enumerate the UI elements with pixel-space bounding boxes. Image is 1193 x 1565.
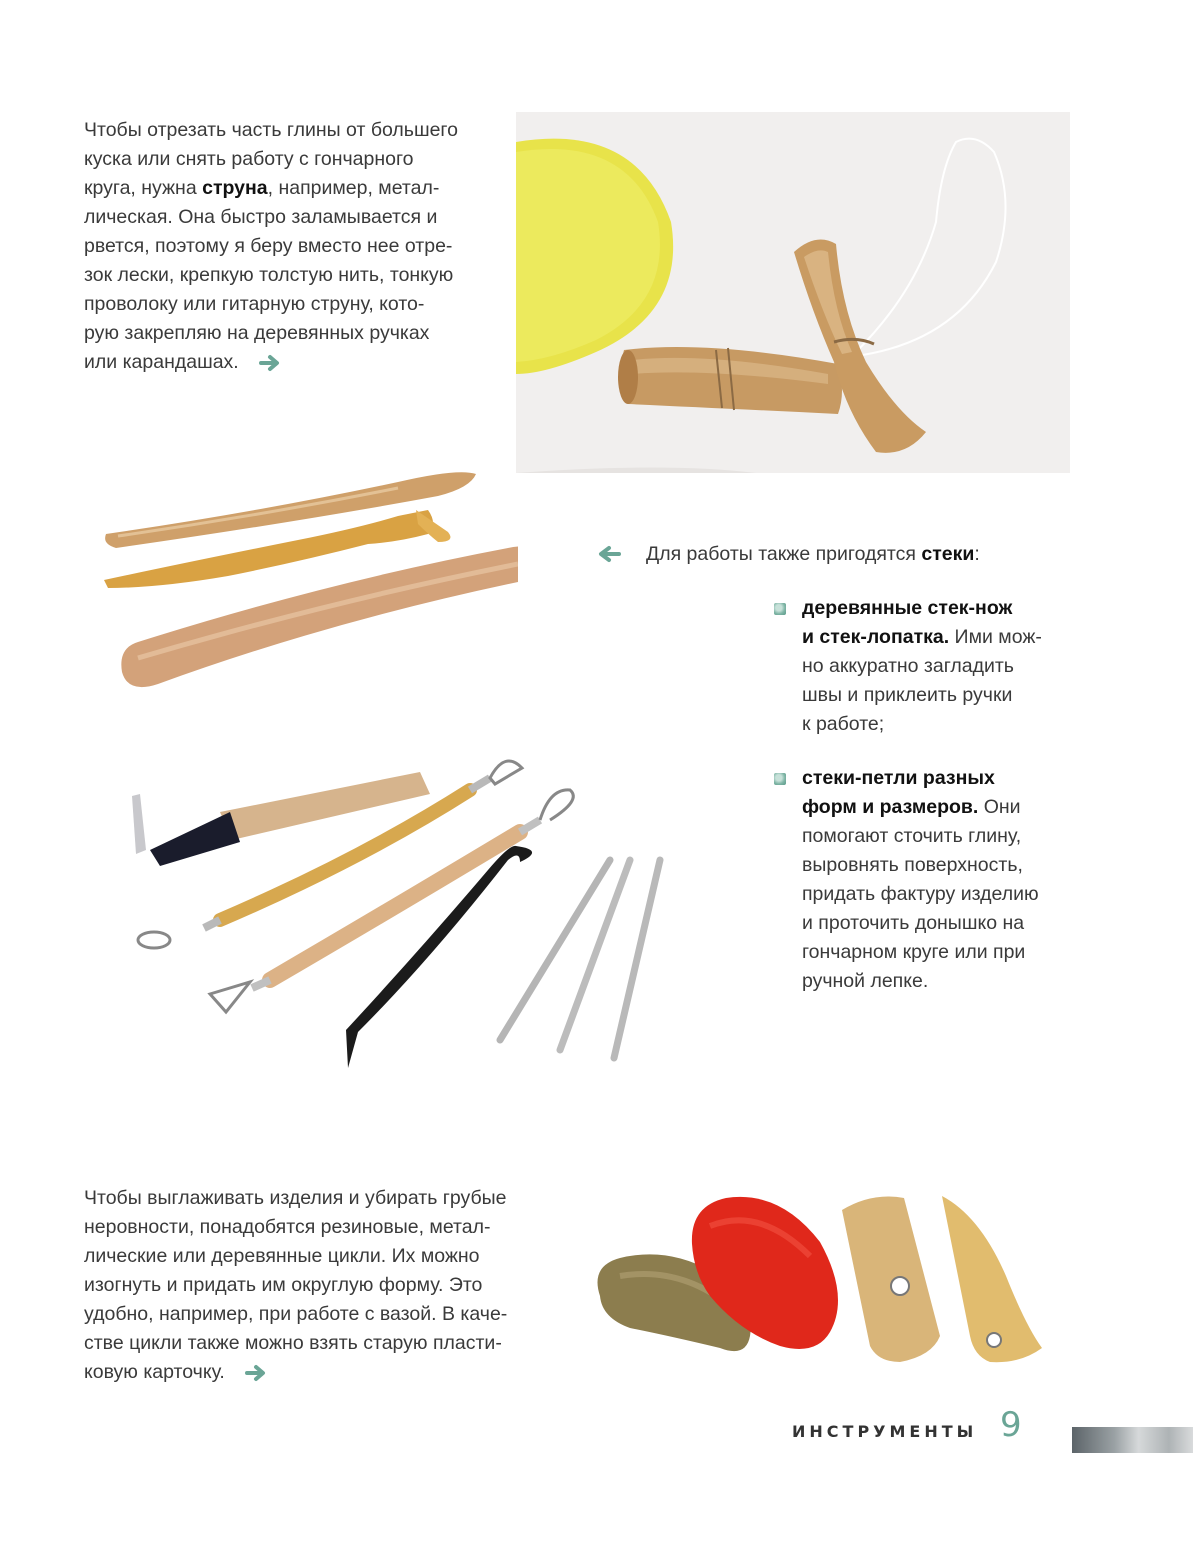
loop-tools-photo	[120, 750, 720, 1090]
text-line: проволоку или гитарную струну, кото-	[84, 293, 425, 315]
text-line: рвется, поэтому я беру вместо нее отре-	[84, 235, 453, 257]
list-item: стеки-петли разных форм и размеров. Они помогают сточить глину, выровнять поверхность, придать фактуру изделию и проточить донышко на гончарном круге или при ручной лепке.	[802, 767, 1039, 992]
page-number: 9	[1000, 1405, 1022, 1445]
text-line: или карандашах.	[84, 348, 504, 377]
arrow-left-icon	[597, 545, 621, 563]
wire-cutter-photo	[516, 112, 1070, 473]
text-line: зок лески, крепкую толстую нить, тонкую	[84, 264, 454, 286]
arrow-right-icon	[245, 1364, 267, 1382]
scrapers-paragraph	[84, 1184, 544, 1387]
stacks-intro: Для работы также пригодятся стеки:	[646, 543, 980, 565]
list-item: деревянные стек-нож и стек-лопатка. Ими мож- но аккуратно загладить швы и приклеить ручки к работе;	[802, 597, 1042, 735]
bullet-icon	[774, 773, 786, 785]
section-title: ИНСТРУМЕНТЫ	[792, 1422, 978, 1441]
arrow-right-icon	[259, 354, 281, 372]
text-line: ковую карточку.	[84, 1358, 544, 1387]
text-line: рую закрепляю на деревянных ручках	[84, 322, 430, 344]
text-line: круга, нужна струна, например, метал-	[84, 177, 440, 199]
text-line: удобно, например, при работе с вазой. В каче-	[84, 1303, 508, 1325]
clay-texture-strip	[1072, 1427, 1193, 1453]
scrapers-photo	[580, 1186, 1070, 1386]
text-line: неровности, понадобятся резиновые, метал-	[84, 1216, 491, 1238]
text-line: лическая. Она быстро заламывается и	[84, 206, 438, 228]
text-line: куска или снять работу с гончарного	[84, 148, 414, 170]
bold-term: струна	[202, 177, 268, 199]
wire-cutter-paragraph	[84, 116, 504, 377]
text-line: стве цикли также можно взять старую пласти-	[84, 1332, 502, 1354]
text-line: изогнуть и придать им округлую форму. Это	[84, 1274, 483, 1296]
bold-term: стеки	[921, 543, 975, 565]
text-line: Чтобы отрезать часть глины от большего	[84, 119, 458, 141]
text-line: лические или деревянные цикли. Их можно	[84, 1245, 480, 1267]
bullet-icon	[774, 603, 786, 615]
text-line: Чтобы выглаживать изделия и убирать грубые	[84, 1187, 507, 1209]
wooden-tools-photo	[98, 462, 518, 702]
